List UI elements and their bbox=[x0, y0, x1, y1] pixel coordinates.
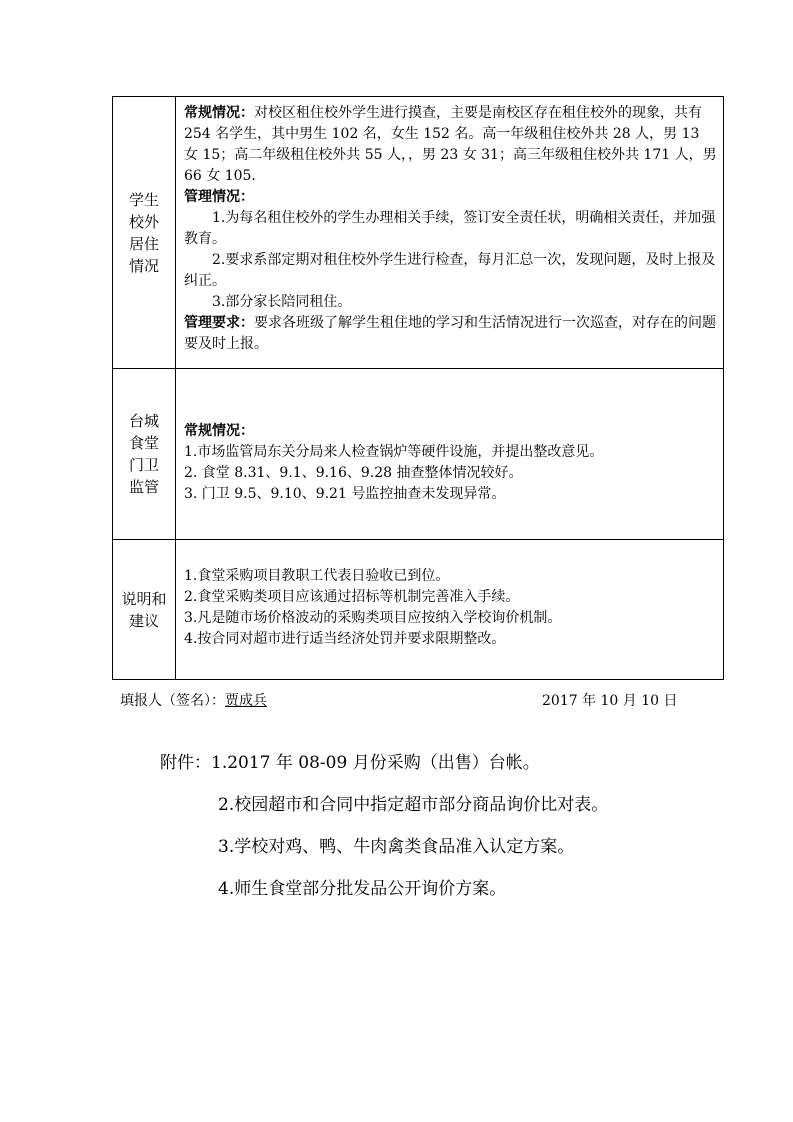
list-item: 3.凡是随市场价格波动的采购类项目应按纳入学校询价机制。 bbox=[184, 610, 562, 626]
regular-title: 常规情况： bbox=[184, 423, 254, 439]
manage-item: 2.要求系部定期对租住校外学生进行检查，每月汇总一次，发现问题，及时上报及纠正。 bbox=[184, 252, 716, 289]
attachment-item: 4.师生食堂部分批发品公开询价方案。 bbox=[218, 879, 507, 899]
list-item: 3. 门卫 9.5、9.10、9.21 号监控抽查未发现异常。 bbox=[184, 486, 506, 502]
signature-name: 贾成兵 bbox=[225, 693, 267, 709]
manage-item: 3.部分家长陪同租住。 bbox=[212, 294, 352, 310]
row-label-suggestions: 说明和 建议 bbox=[113, 540, 176, 680]
row-label-canteen: 台城 食堂 门卫 监管 bbox=[113, 369, 176, 540]
attachment-line bbox=[160, 752, 540, 774]
list-item: 2.食堂采购类项目应该通过招标等机制完善准入手续。 bbox=[184, 589, 520, 605]
require-paragraph: 管理要求：要求各班级了解学生租住地的学习和生活情况进行一次巡查，对存在的问题要及时上报。 bbox=[184, 315, 716, 352]
row-content-student-housing bbox=[176, 97, 724, 369]
row-content-canteen bbox=[176, 369, 724, 540]
table-row bbox=[113, 97, 724, 369]
list-item: 4.按合同对超市进行适当经济处罚并要求限期整改。 bbox=[184, 631, 506, 647]
report-table bbox=[112, 96, 724, 680]
row-label-student-housing: 学生 校外 居住 情况 bbox=[113, 97, 176, 369]
attachment-item: 3.学校对鸡、鸭、牛肉禽类食品准入认定方案。 bbox=[218, 837, 575, 857]
table-row bbox=[113, 369, 724, 540]
manage-item: 1.为每名租住校外的学生办理相关手续，签订安全责任状，明确相关责任，并加强教育。 bbox=[184, 210, 716, 247]
list-item: 2. 食堂 8.31、9.1、9.16、9.28 抽查整体情况较好。 bbox=[184, 465, 523, 481]
list-item: 1.食堂采购项目教职工代表日验收已到位。 bbox=[184, 568, 450, 584]
signature-label: 填报人（签名）： bbox=[120, 693, 225, 709]
attachment-item: 2.校园超市和合同中指定超市部分商品询价比对表。 bbox=[218, 795, 609, 815]
signature bbox=[120, 690, 267, 710]
list-item: 1.市场监管局东关分局来人检查锅炉等硬件设施，并提出整改意见。 bbox=[184, 444, 604, 460]
report-date: 2017 年 10 月 10 日 bbox=[542, 693, 678, 709]
attachment-prefix: 附件： bbox=[160, 753, 211, 773]
row-content-suggestions bbox=[176, 540, 724, 680]
regular-paragraph: 常规情况：对校区租住校外学生进行摸查，主要是南校区存在租住校外的现象，共有 254 名学生，其中男生 102 名，女生 152 名。高一年级租住校外共 28 人，男 13 女 15；高二年级租住校外共 55 人，，男 23 女 31；高三年级租住校外共 171 人，男 66 女 105. bbox=[184, 105, 717, 184]
table-row bbox=[113, 540, 724, 680]
attachment-item: 1.2017 年 08-09 月份采购（出售）台帐。 bbox=[211, 753, 540, 773]
manage-title: 管理情况： bbox=[184, 189, 254, 205]
